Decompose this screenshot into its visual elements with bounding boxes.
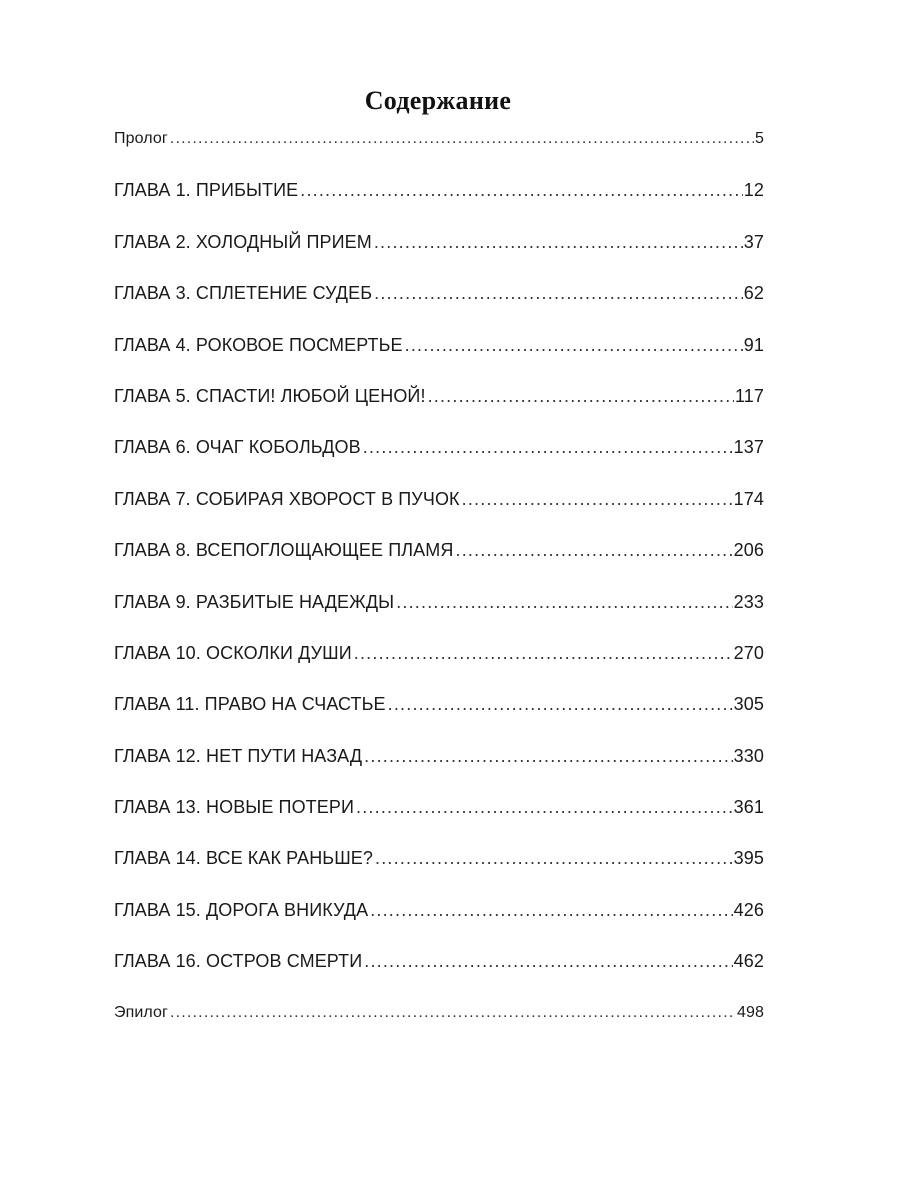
toc-entry-title: ГЛАВА 5. СПАСТИ! ЛЮБОЙ ЦЕНОЙ! bbox=[114, 383, 428, 409]
toc-entry-title: ГЛАВА 10. ОСКОЛКИ ДУШИ bbox=[114, 640, 354, 666]
dot-leader bbox=[374, 280, 743, 306]
toc-entry-title: ГЛАВА 13. НОВЫЕ ПОТЕРИ bbox=[114, 794, 356, 820]
toc-entry-chapter-8[interactable] bbox=[114, 537, 764, 588]
dot-leader bbox=[364, 948, 732, 974]
dot-leader bbox=[363, 434, 733, 460]
toc-entry-title: Эпилог bbox=[114, 1000, 170, 1026]
toc-entry-page: 426 bbox=[733, 899, 764, 920]
toc-entry-title: ГЛАВА 3. СПЛЕТЕНИЕ СУДЕБ bbox=[114, 280, 374, 306]
toc-entry-page: 330 bbox=[733, 745, 764, 766]
table-of-contents bbox=[114, 126, 764, 1051]
toc-entry-page: 206 bbox=[733, 540, 764, 561]
dot-leader bbox=[170, 1000, 736, 1026]
toc-entry-title: ГЛАВА 14. ВСЕ КАК РАНЬШЕ? bbox=[114, 845, 375, 871]
toc-entry-page: 498 bbox=[737, 1003, 764, 1021]
toc-entry-title: ГЛАВА 12. НЕТ ПУТИ НАЗАД bbox=[114, 743, 364, 769]
toc-entry-chapter-13[interactable] bbox=[114, 794, 764, 845]
toc-entry-chapter-7[interactable] bbox=[114, 486, 764, 537]
dot-leader bbox=[405, 332, 743, 358]
toc-entry-title: ГЛАВА 7. СОБИРАЯ ХВОРОСТ В ПУЧОК bbox=[114, 486, 462, 512]
toc-entry-page: 91 bbox=[743, 334, 764, 355]
dot-leader bbox=[364, 743, 732, 769]
toc-entry-title: ГЛАВА 2. ХОЛОДНЫЙ ПРИЕМ bbox=[114, 229, 374, 255]
dot-leader bbox=[370, 897, 732, 923]
page-title: Содержание bbox=[364, 86, 512, 115]
toc-entry-page: 270 bbox=[733, 642, 764, 663]
toc-entry-title: Пролог bbox=[114, 126, 170, 152]
toc-entry-page: 233 bbox=[733, 591, 764, 612]
dot-leader bbox=[428, 383, 734, 409]
toc-entry-chapter-9[interactable] bbox=[114, 589, 764, 640]
toc-entry-chapter-5[interactable] bbox=[114, 383, 764, 434]
toc-entry-chapter-16[interactable] bbox=[114, 948, 764, 999]
dot-leader bbox=[374, 229, 743, 255]
dot-leader bbox=[462, 486, 733, 512]
toc-entry-title: ГЛАВА 8. ВСЕПОГЛОЩАЮЩЕЕ ПЛАМЯ bbox=[114, 537, 456, 563]
toc-entry-page: 37 bbox=[743, 231, 764, 252]
toc-entry-page: 361 bbox=[733, 797, 764, 818]
toc-entry-page: 12 bbox=[743, 180, 764, 201]
toc-entry-chapter-12[interactable] bbox=[114, 743, 764, 794]
toc-entry-page: 174 bbox=[733, 488, 764, 509]
toc-entry-chapter-11[interactable] bbox=[114, 691, 764, 742]
dot-leader bbox=[300, 177, 743, 203]
toc-entry-page: 395 bbox=[733, 848, 764, 869]
toc-entry-chapter-10[interactable] bbox=[114, 640, 764, 691]
toc-entry-title: ГЛАВА 9. РАЗБИТЫЕ НАДЕЖДЫ bbox=[114, 589, 396, 615]
toc-entry-page: 117 bbox=[735, 385, 764, 406]
toc-entry-chapter-4[interactable] bbox=[114, 332, 764, 383]
toc-entry-page: 62 bbox=[743, 283, 764, 304]
toc-entry-title: ГЛАВА 6. ОЧАГ КОБОЛЬДОВ bbox=[114, 434, 363, 460]
toc-entry-epilogue[interactable] bbox=[114, 1000, 764, 1051]
toc-entry-chapter-2[interactable] bbox=[114, 229, 764, 280]
toc-entry-title: ГЛАВА 4. РОКОВОЕ ПОСМЕРТЬЕ bbox=[114, 332, 405, 358]
toc-entry-page: 5 bbox=[755, 130, 764, 147]
toc-entry-chapter-15[interactable] bbox=[114, 897, 764, 948]
dot-leader bbox=[375, 845, 733, 871]
toc-entry-prologue[interactable] bbox=[114, 126, 764, 177]
toc-entry-title: ГЛАВА 11. ПРАВО НА СЧАСТЬЕ bbox=[114, 691, 388, 717]
toc-entry-page: 462 bbox=[733, 951, 764, 972]
dot-leader bbox=[170, 126, 754, 152]
toc-entry-chapter-1[interactable] bbox=[114, 177, 764, 228]
toc-entry-title: ГЛАВА 16. ОСТРОВ СМЕРТИ bbox=[114, 948, 364, 974]
dot-leader bbox=[354, 640, 733, 666]
toc-entry-page: 305 bbox=[733, 694, 764, 715]
toc-entry-title: ГЛАВА 1. ПРИБЫТИЕ bbox=[114, 177, 300, 203]
toc-entry-chapter-14[interactable] bbox=[114, 845, 764, 896]
toc-entry-chapter-3[interactable] bbox=[114, 280, 764, 331]
toc-entry-title: ГЛАВА 15. ДОРОГА ВНИКУДА bbox=[114, 897, 370, 923]
dot-leader bbox=[356, 794, 733, 820]
toc-entry-chapter-6[interactable] bbox=[114, 434, 764, 485]
dot-leader bbox=[396, 589, 732, 615]
toc-entry-page: 137 bbox=[733, 437, 764, 458]
dot-leader bbox=[388, 691, 733, 717]
dot-leader bbox=[456, 537, 733, 563]
